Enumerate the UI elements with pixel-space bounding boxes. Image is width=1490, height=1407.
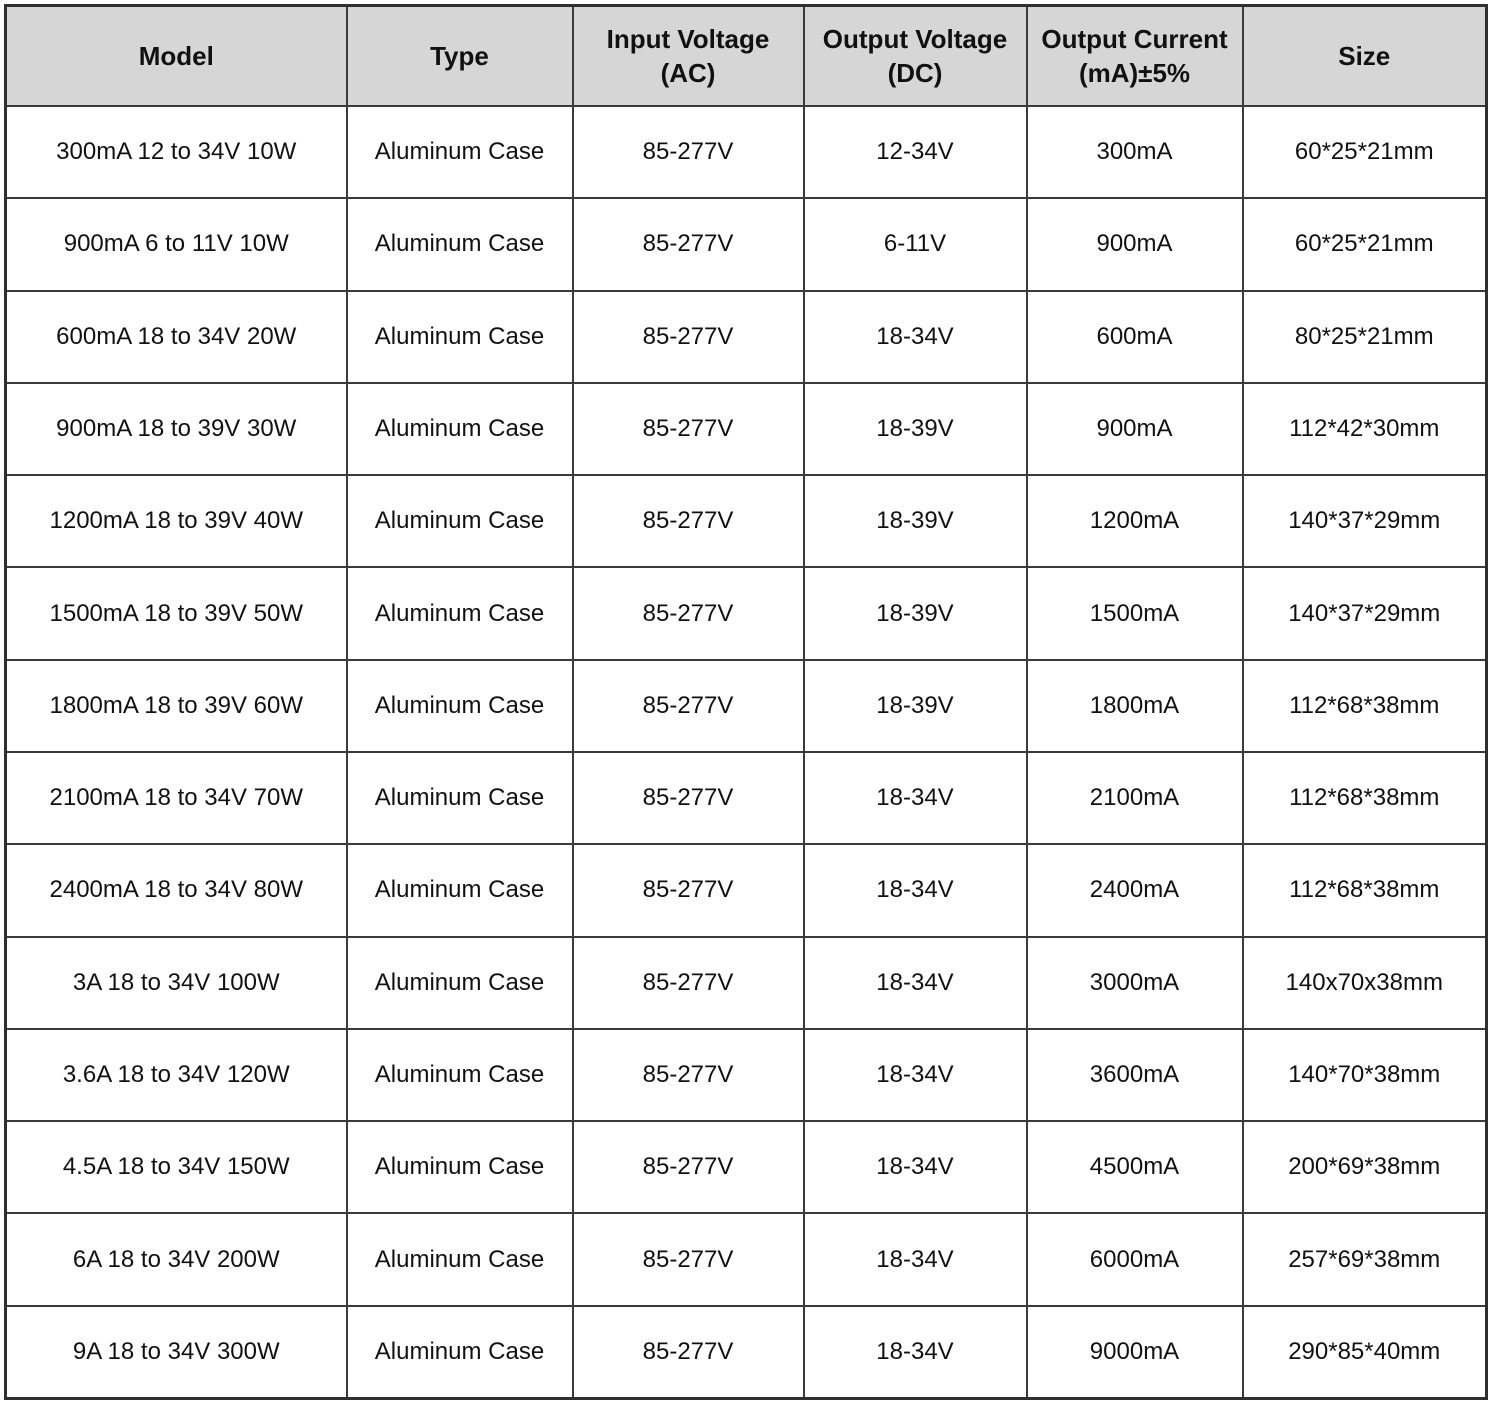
cell-input-voltage: 85-277V (573, 1306, 804, 1399)
cell-output-current: 6000mA (1027, 1213, 1243, 1305)
driver-spec-table (4, 4, 1488, 1400)
cell-type: Aluminum Case (347, 1029, 573, 1121)
cell-type: Aluminum Case (347, 383, 573, 475)
cell-model: 1800mA 18 to 39V 60W (6, 660, 347, 752)
cell-input-voltage: 85-277V (573, 1029, 804, 1121)
cell-model: 900mA 18 to 39V 30W (6, 383, 347, 475)
cell-output-current: 1800mA (1027, 660, 1243, 752)
cell-output-voltage: 18-34V (804, 1213, 1027, 1305)
cell-type: Aluminum Case (347, 106, 573, 198)
cell-input-voltage: 85-277V (573, 1121, 804, 1213)
cell-size: 140*70*38mm (1243, 1029, 1487, 1121)
cell-type: Aluminum Case (347, 291, 573, 383)
cell-size: 140x70x38mm (1243, 937, 1487, 1029)
cell-output-current: 2100mA (1027, 752, 1243, 844)
cell-model: 2400mA 18 to 34V 80W (6, 844, 347, 936)
cell-output-voltage: 18-34V (804, 844, 1027, 936)
table-row (6, 291, 1487, 383)
cell-output-current: 4500mA (1027, 1121, 1243, 1213)
cell-input-voltage: 85-277V (573, 106, 804, 198)
cell-size: 112*68*38mm (1243, 660, 1487, 752)
cell-output-voltage: 18-39V (804, 660, 1027, 752)
table-row (6, 1029, 1487, 1121)
table-row (6, 567, 1487, 659)
cell-input-voltage: 85-277V (573, 937, 804, 1029)
table-header (6, 6, 1487, 107)
cell-size: 257*69*38mm (1243, 1213, 1487, 1305)
cell-type: Aluminum Case (347, 198, 573, 290)
column-header-model (6, 6, 347, 107)
cell-size: 200*69*38mm (1243, 1121, 1487, 1213)
cell-output-current: 300mA (1027, 106, 1243, 198)
table-row (6, 106, 1487, 198)
column-header-size (1243, 6, 1487, 107)
cell-model: 600mA 18 to 34V 20W (6, 291, 347, 383)
cell-model: 4.5A 18 to 34V 150W (6, 1121, 347, 1213)
cell-size: 80*25*21mm (1243, 291, 1487, 383)
cell-type: Aluminum Case (347, 1121, 573, 1213)
column-header-output-current (1027, 6, 1243, 107)
table-row (6, 844, 1487, 936)
cell-input-voltage: 85-277V (573, 1213, 804, 1305)
column-header-sublabel: (AC) (660, 58, 716, 88)
column-header-sublabel: (DC) (887, 58, 943, 88)
table-body (6, 106, 1487, 1399)
column-header-label: Size (1338, 41, 1391, 71)
cell-output-voltage: 18-34V (804, 1306, 1027, 1399)
cell-output-current: 1500mA (1027, 567, 1243, 659)
cell-type: Aluminum Case (347, 1306, 573, 1399)
column-header-type (347, 6, 573, 107)
cell-output-current: 900mA (1027, 198, 1243, 290)
cell-output-current: 1200mA (1027, 475, 1243, 567)
table-row (6, 660, 1487, 752)
cell-type: Aluminum Case (347, 660, 573, 752)
cell-model: 6A 18 to 34V 200W (6, 1213, 347, 1305)
cell-output-voltage: 18-34V (804, 1029, 1027, 1121)
cell-output-voltage: 18-34V (804, 1121, 1027, 1213)
cell-size: 60*25*21mm (1243, 198, 1487, 290)
cell-model: 300mA 12 to 34V 10W (6, 106, 347, 198)
cell-model: 1200mA 18 to 39V 40W (6, 475, 347, 567)
cell-output-voltage: 6-11V (804, 198, 1027, 290)
cell-model: 900mA 6 to 11V 10W (6, 198, 347, 290)
cell-size: 290*85*40mm (1243, 1306, 1487, 1399)
cell-output-voltage: 18-34V (804, 291, 1027, 383)
cell-type: Aluminum Case (347, 844, 573, 936)
cell-size: 140*37*29mm (1243, 475, 1487, 567)
cell-input-voltage: 85-277V (573, 383, 804, 475)
header-row (6, 6, 1487, 107)
cell-output-voltage: 12-34V (804, 106, 1027, 198)
table-row (6, 1306, 1487, 1399)
cell-size: 112*68*38mm (1243, 752, 1487, 844)
cell-size: 112*68*38mm (1243, 844, 1487, 936)
cell-output-current: 9000mA (1027, 1306, 1243, 1399)
cell-output-voltage: 18-34V (804, 937, 1027, 1029)
cell-model: 3A 18 to 34V 100W (6, 937, 347, 1029)
table-row (6, 1121, 1487, 1213)
column-header-label: Type (430, 41, 489, 71)
cell-type: Aluminum Case (347, 567, 573, 659)
cell-output-voltage: 18-39V (804, 383, 1027, 475)
cell-input-voltage: 85-277V (573, 198, 804, 290)
cell-type: Aluminum Case (347, 752, 573, 844)
cell-input-voltage: 85-277V (573, 567, 804, 659)
column-header-label: Model (138, 41, 214, 71)
cell-size: 112*42*30mm (1243, 383, 1487, 475)
cell-type: Aluminum Case (347, 475, 573, 567)
cell-model: 3.6A 18 to 34V 120W (6, 1029, 347, 1121)
cell-input-voltage: 85-277V (573, 752, 804, 844)
cell-output-voltage: 18-34V (804, 752, 1027, 844)
cell-input-voltage: 85-277V (573, 475, 804, 567)
column-header-label: Output Current (1041, 24, 1228, 54)
cell-input-voltage: 85-277V (573, 844, 804, 936)
cell-output-voltage: 18-39V (804, 475, 1027, 567)
cell-output-current: 2400mA (1027, 844, 1243, 936)
cell-input-voltage: 85-277V (573, 660, 804, 752)
column-header-label: Output Voltage (822, 24, 1008, 54)
table-row (6, 1213, 1487, 1305)
cell-model: 1500mA 18 to 39V 50W (6, 567, 347, 659)
column-header-label: Input Voltage (606, 24, 770, 54)
cell-model: 9A 18 to 34V 300W (6, 1306, 347, 1399)
cell-type: Aluminum Case (347, 1213, 573, 1305)
cell-model: 2100mA 18 to 34V 70W (6, 752, 347, 844)
table-row (6, 937, 1487, 1029)
cell-size: 60*25*21mm (1243, 106, 1487, 198)
cell-type: Aluminum Case (347, 937, 573, 1029)
cell-output-current: 3600mA (1027, 1029, 1243, 1121)
cell-input-voltage: 85-277V (573, 291, 804, 383)
cell-size: 140*37*29mm (1243, 567, 1487, 659)
cell-output-current: 900mA (1027, 383, 1243, 475)
cell-output-current: 3000mA (1027, 937, 1243, 1029)
column-header-sublabel: (mA)±5% (1078, 58, 1191, 88)
column-header-output-voltage (804, 6, 1027, 107)
table-row (6, 198, 1487, 290)
column-header-input-voltage (573, 6, 804, 107)
table-row (6, 475, 1487, 567)
table-row (6, 752, 1487, 844)
table-row (6, 383, 1487, 475)
cell-output-current: 600mA (1027, 291, 1243, 383)
cell-output-voltage: 18-39V (804, 567, 1027, 659)
